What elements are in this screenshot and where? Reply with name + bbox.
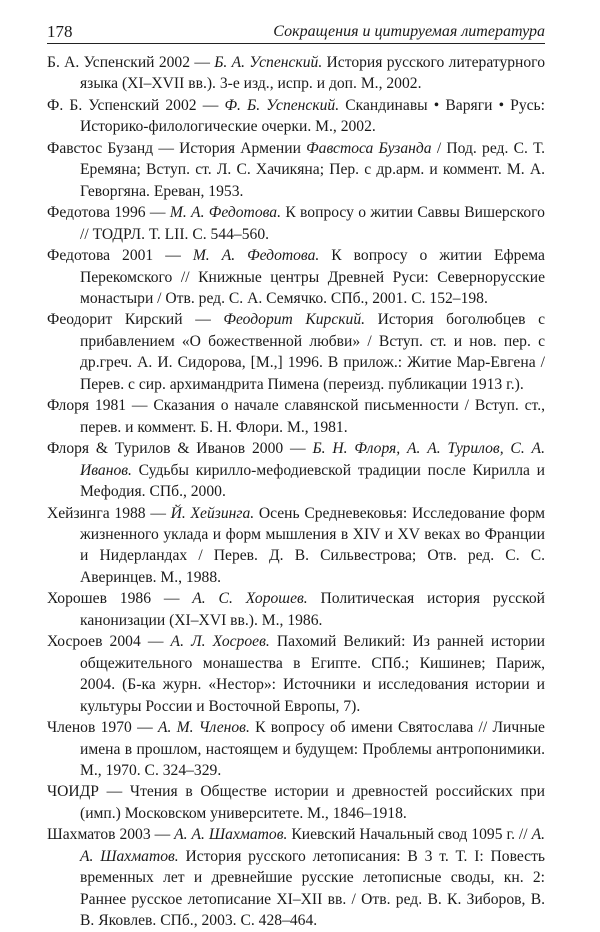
entry-author-italic: А. М. Членов.: [157, 719, 250, 737]
entry-text: Хорошев 1986 —: [47, 590, 193, 608]
entry-text: Киевский Начальный свод 1095 г. //: [287, 826, 532, 844]
entry-author-italic: Б. Н. Флоря, А. А. Турилов, С. А. Иванов.: [80, 440, 545, 479]
entry-author-italic: Фавстоса Бузанда: [306, 139, 432, 157]
bibliography-entry: [47, 309, 545, 395]
entry-text: Скандинавы • Варяги • Русь: Историко-филологические очерки. М., 2002.: [80, 96, 546, 136]
running-head: [47, 20, 545, 44]
entry-author-italic: М. А. Федотова.: [169, 204, 281, 222]
entry-text: / Под. ред. С. Т. Еремяна; Вступ. ст. Л. С. Хачикяна; Пер. с др.арм. и коммент. М. А. Геворгяна. Ереван, 1953.: [80, 139, 545, 200]
entry-author-italic: А. С. Хорошев.: [192, 590, 308, 608]
bibliography-entry: [47, 781, 545, 824]
entry-text: Флоря 1981 — Сказания о начале славянской письменности / Вступ. ст., перев. и коммент. Б. Н. Флори. М., 1981.: [47, 397, 545, 436]
entry-author-italic: Б. А. Успенский.: [214, 54, 323, 71]
entry-author-italic: Феодорит Кирский.: [223, 311, 366, 329]
entry-text: Членов 1970 —: [47, 719, 158, 737]
bibliography-list: [47, 52, 545, 932]
entry-text: Ф. Б. Успенский 2002 —: [47, 96, 225, 114]
bibliography-entry: [47, 245, 545, 309]
entry-text: Хейзинга 1988 —: [47, 504, 171, 522]
entry-text: История русского летописания: В 3 т. Т. I: Повесть временных лет и древнейшие русские летописные своды, кн. 2: Раннее русское летописание XI–XII вв. / Отв. ред. В. К. Зиборов, В. В. Яковлев. СПб., 2003. С. 428–464.: [80, 847, 546, 930]
bibliography-entry: [47, 588, 545, 631]
bibliography-entry: [47, 824, 545, 931]
entry-text: К вопросу об имени Святослава // Личные имена в прошлом, настоящем и будущем: Проблемы антропонимики. М., 1970. С. 324–329.: [80, 719, 545, 779]
entry-text: Феодорит Кирский —: [47, 311, 224, 329]
entry-text: Пахомий Великий: Из ранней истории общежительного монашества в Египте. СПб.; Кишинев; Париж, 2004. (Б-ка журн. «Нестор»: Источники и исследования истории и культуры России и Восточной Европы, 7).: [80, 633, 545, 715]
bibliography-entry: [47, 138, 545, 202]
entry-text: Федотова 1996 —: [47, 204, 170, 222]
entry-author-italic: А. А. Шахматов.: [80, 826, 545, 865]
entry-text: Флоря & Турилов & Иванов 2000 —: [47, 440, 313, 458]
entry-author-italic: Ф. Б. Успенский.: [224, 96, 340, 114]
entry-text: Политическая история русской канонизации (XI–XVI вв.). М., 1986.: [80, 590, 545, 629]
entry-text: Хосроев 2004 —: [47, 633, 171, 651]
bibliography-entry: [47, 438, 545, 502]
entry-text: Б. А. Успенский 2002 —: [47, 54, 215, 71]
bibliography-entry: [47, 95, 545, 138]
entry-text: ЧОИДР — Чтения в Обществе истории и древностей российских при (имп.) Московском университете. М., 1846–1918.: [47, 783, 545, 822]
entry-author-italic: А. Л. Хосроев.: [170, 633, 270, 651]
entry-text: Судьбы кирилло-мефодиевской традиции после Кирилла и Мефодия. СПб., 2000.: [80, 461, 545, 501]
page-number: 178: [47, 22, 73, 41]
bibliography-entry: [47, 717, 545, 781]
bibliography-entry: [47, 631, 545, 717]
entry-author-italic: А. А. Шахматов.: [174, 826, 288, 844]
entry-author-italic: Й. Хейзинга.: [170, 504, 255, 522]
entry-text: История русского литературного языка (XI–XVII вв.). 3-е изд., испр. и доп. М., 2002.: [80, 54, 545, 93]
entry-text: Федотова 2001 —: [47, 247, 193, 265]
section-title: Сокращения и цитируемая литература: [273, 23, 545, 40]
entry-text: Фавстос Бузанд — История Армении: [47, 139, 307, 157]
bibliography-entry: [47, 202, 545, 245]
bibliography-entry: [47, 395, 545, 438]
entry-text: Шахматов 2003 —: [47, 826, 175, 844]
entry-author-italic: М. А. Федотова.: [192, 247, 320, 265]
book-page: [47, 20, 545, 932]
entry-text: Осень Средневековья: Исследование форм жизненного уклада и форм мышления в XIV и XV веках во Франции и Нидерландах / Перев. Д. В. Сильвестрова; Отв. ред. С. С. Аверинцев. М., 1988.: [80, 504, 546, 586]
entry-text: История боголюбцев с прибавлением «О божественной любви» / Вступ. ст. и нов. пер. с др.греч. А. И. Сидорова, [М.,] 1996. В прилож.: Житие Мар-Евгена / Перев. с сир. архимандрита Пимена (переизд. публикации 1913 г.).: [80, 311, 546, 393]
entry-text: К вопросу о житии Саввы Вишерского // ТОДРЛ. Т. LII. С. 544–560.: [80, 204, 545, 243]
bibliography-entry: [47, 503, 545, 589]
entry-text: К вопросу о житии Ефрема Перекомского // Книжные центры Древней Руси: Северноруccкие монастыри / Отв. ред. С. А. Семячко. СПб., 2001. С. 152–198.: [80, 247, 545, 307]
bibliography-entry: [47, 52, 545, 95]
